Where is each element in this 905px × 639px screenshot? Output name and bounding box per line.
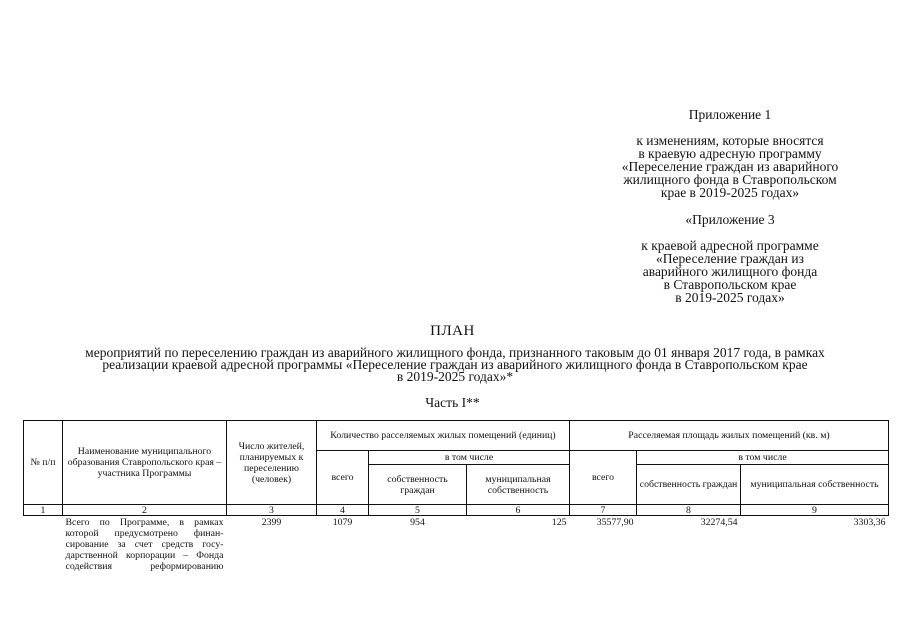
row-rooms-total: 1079 — [332, 517, 353, 528]
column-index: 8 — [637, 505, 741, 516]
column-index: 5 — [369, 505, 467, 516]
header-rooms-total: всего — [317, 451, 369, 505]
annex-3-line: аварийного жилищного фонда — [642, 264, 818, 279]
annex-3-block — [560, 213, 900, 304]
plan-subtitle — [20, 347, 890, 383]
row-description-line: которой предусмотрено финан- — [65, 528, 224, 539]
table-row — [24, 516, 889, 574]
annex-3-title: «Приложение 3 — [685, 212, 775, 227]
annex-1-title: Приложение 1 — [688, 107, 772, 122]
row-description-line: содействия реформированию — [65, 561, 224, 572]
header-rooms-including: в том числе — [369, 451, 570, 465]
row-area-municipal: 3303,36 — [853, 517, 886, 528]
header-rooms-citizens: собственность граждан — [369, 465, 467, 505]
plan-subtitle-line: в 2019-2025 годах»* — [396, 369, 514, 384]
annex-1-line: крае в 2019-2025 годах» — [660, 185, 800, 200]
header-area-citizens: собственность граждан — [637, 465, 741, 505]
row-rooms-municipal: 125 — [551, 517, 567, 528]
part-title: Часть I** — [425, 395, 480, 410]
header-area-group: Расселяемая площадь жилых помещений (кв. м) — [570, 421, 889, 451]
column-index: 9 — [741, 505, 889, 516]
column-index: 4 — [317, 505, 369, 516]
column-index: 1 — [24, 505, 63, 516]
row-area-total: 35577,90 — [596, 517, 634, 528]
header-residents: Число жителей, планируемых к переселению (человек) — [227, 421, 317, 505]
annex-1-block — [560, 108, 900, 199]
annex-3-line: в Ставропольском крае — [663, 277, 797, 292]
header-area-total: всего — [570, 451, 637, 505]
row-num — [24, 516, 63, 574]
row-area-citizens: 32274,54 — [700, 517, 738, 528]
header-area-including: в том числе — [637, 451, 889, 465]
plan-subtitle-line: мероприятий по переселению граждан из аварийного жилищного фонда, признанного таковым до 01 января 2017 года, в рамках — [85, 345, 825, 360]
annex-1-line: «Переселение граждан из аварийного — [621, 159, 839, 174]
row-rooms-citizens: 954 — [410, 517, 425, 528]
column-index: 2 — [63, 505, 227, 516]
row-description — [63, 516, 227, 574]
row-description-line: сирование за счет средств госу- — [65, 539, 224, 550]
plan-title: ПЛАН — [430, 323, 475, 339]
row-residents: 2399 — [261, 517, 282, 528]
header-rooms-group: Количество расселяемых жилых помещений (единиц) — [317, 421, 570, 451]
plan-table — [23, 420, 889, 573]
column-index: 7 — [570, 505, 637, 516]
annex-1-line: в краевую адресную программу — [638, 146, 822, 161]
annex-1-line: жилищного фонда в Ставропольском — [623, 172, 837, 187]
plan-subtitle-line: реализации краевой адресной программы «Переселение граждан из аварийного жилищного фонда в Ставропольском крае — [102, 357, 808, 372]
column-index: 3 — [227, 505, 317, 516]
header-num: № п/п — [24, 421, 63, 505]
annex-3-line: «Переселение граждан из — [656, 251, 804, 266]
column-index: 6 — [467, 505, 570, 516]
row-description-line: дарственной корпорации – Фонда — [65, 550, 224, 561]
header-name: Наименование муниципального образования Ставропольского края – участника Программы — [63, 421, 227, 505]
header-area-municipal: муниципальная собственность — [741, 465, 889, 505]
annex-3-line: в 2019-2025 годах» — [675, 290, 785, 305]
header-rooms-municipal: муниципальная собственность — [467, 465, 570, 505]
column-index-row — [24, 505, 889, 516]
annex-1-line: к изменениям, которые вносятся — [636, 133, 824, 148]
annex-3-line: к краевой адресной программе — [641, 238, 819, 253]
row-description-line: Всего по Программе, в рамках — [65, 517, 224, 528]
